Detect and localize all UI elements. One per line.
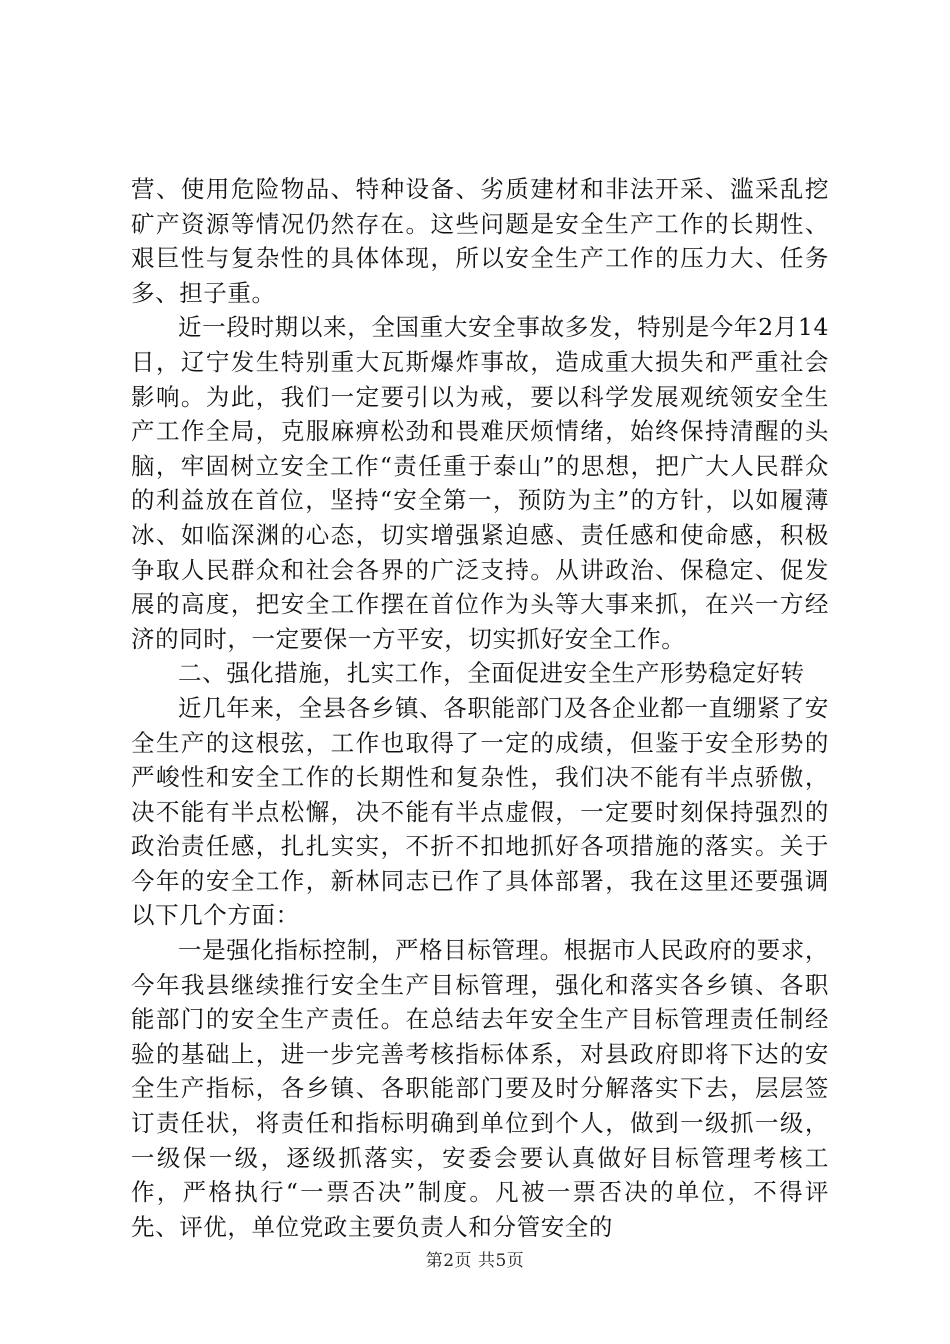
paragraph-recent-accidents: 近一段时期以来，全国重大安全事故多发，特别是今年2月14日，辽宁发生特别重大瓦斯爆炸事故，造成重大损失和严重社会影响。为此，我们一定要引以为戒，要以科学发展观统领安全生产工作全局，克服麻痹松劲和畏难厌烦情绪，始终保持清醒的头脑，牢固树立安全工作“责任重于泰山”的思想，把广大人民群众的利益放在首位，坚持“安全第一，预防为主”的方针，以如履薄冰、如临深渊的心态，切实增强紧迫感、责任感和使命感，积极争取人民群众和社会各界的广泛支持。从讲政治、保稳定、促发展的高度，把安全工作摆在首位作为头等大事来抓，在兴一方经济的同时，一定要保一方平安，切实抓好安全工作。: [131, 313, 829, 653]
paragraph-target-management: 一是强化指标控制，严格目标管理。根据市人民政府的要求，今年我县继续推行安全生产目标管理，强化和落实各乡镇、各职能部门的安全生产责任。在总结去年安全生产目标管理责任制经验的基础上，进一步完善考核指标体系，对县政府即将下达的安全生产指标，各乡镇、各职能部门要及时分解落实下去，层层签订责任状，将责任和指标明确到单位到个人，做到一级抓一级，一级保一级，逐级抓落实，安委会要认真做好目标管理考核工作，严格执行“一票否决”制度。凡被一票否决的单位，不得评先、评优，单位党政主要负责人和分管安全的: [131, 936, 829, 1241]
paragraph-continuation: 营、使用危险物品、特种设备、劣质建材和非法开采、滥采乱挖矿产资源等情况仍然存在。这些问题是安全生产工作的长期性、艰巨性与复杂性的具体体现，所以安全生产工作的压力大、任务多、担子重。: [131, 175, 829, 307]
paragraph-recent-years: 近几年来，全县各乡镇、各职能部门及各企业都一直绷紧了安全生产的这根弦，工作也取得了一定的成绩，但鉴于安全形势的严峻性和安全工作的长期性和复杂性，我们决不能有半点骄傲，决不能有半点松懈，决不能有半点虚假，一定要时刻保持强烈的政治责任感，扎扎实实，不折不扣地抓好各项措施的落实。关于今年的安全工作，新林同志已作了具体部署，我在这里还要强调以下几个方面：: [131, 693, 829, 930]
page-number-footer: 第2页 共5页: [425, 1251, 525, 1271]
section-heading-strengthen-measures: 二、强化措施，扎实工作，全面促进安全生产形势稳定好转: [178, 659, 805, 688]
document-body: [131, 172, 829, 1244]
